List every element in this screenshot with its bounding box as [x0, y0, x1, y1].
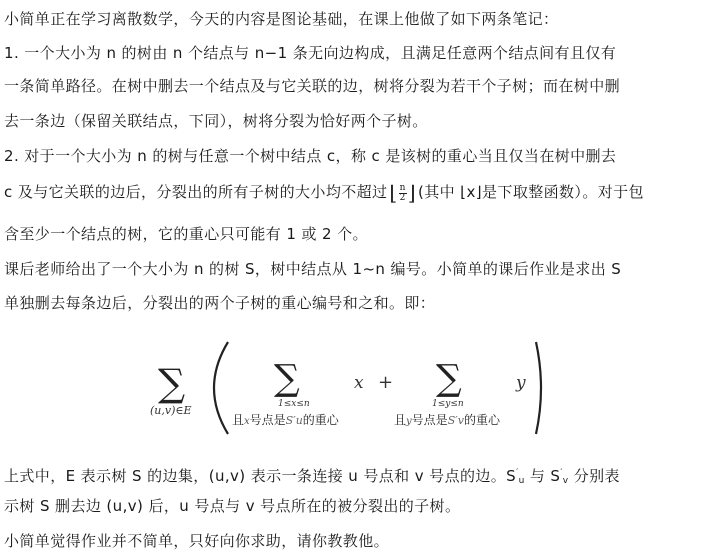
inner-sum1-index: 1≤x≤n: [278, 399, 310, 409]
left-paren: [214, 342, 228, 434]
note2-line2-text-b: (其中 ⌊x⌋是下取整函数）。对于包: [418, 183, 644, 201]
outer-sum-symbol: ∑: [158, 361, 186, 405]
floor-numerator: n: [399, 182, 406, 193]
floor-fraction: ⌊ $\frac{n}{2}$ ⌋: [389, 181, 417, 205]
inner-sum1-condition: 且x号点是S′u的重心: [232, 413, 339, 427]
right-paren: [536, 342, 541, 434]
inner-sum2-index: 1≤y≤n: [432, 399, 464, 409]
summation-formula: [148, 338, 548, 438]
explain-line2: 示树 S 删去边 (u,v) 后，u 号点与 v 号点所在的被分裂出的子树。: [4, 497, 461, 515]
note2-line3: 含至少一个结点的树，它的重心只可能有 1 或 2 个。: [4, 225, 368, 243]
subscript-u: u: [518, 476, 525, 486]
note2-line2: [4, 182, 644, 203]
closing-line: 小简单觉得作业并不简单，只好向你求助，请你教教他。: [4, 532, 390, 550]
inner-sum1-term: x: [354, 373, 364, 393]
inner-sum1-symbol: ∑: [274, 358, 300, 399]
task-line2: 单独删去每条边后，分裂出的两个子树的重心编号和之和。即：: [4, 294, 436, 312]
explain-line1: 上式中，E 表示树 S 的边集，(u,v) 表示一条连接 u 号点和 v 号点的边。S′u 与 S′v 分别表: [4, 467, 620, 486]
note1-line1: 1. 一个大小为 n 的树由 n 个结点与 n−1 条无向边构成，且满足任意两个结点间有且仅有: [4, 44, 617, 62]
plus-sign: +: [378, 372, 394, 393]
note1-line2: 一条简单路径。在树中删去一个结点及与它关联的边，树将分裂为若干个子树；而在树中删: [4, 77, 621, 95]
inner-sum2-term: y: [516, 373, 526, 393]
inner-sum2-condition: 且y号点是S′v的重心: [394, 413, 500, 427]
subscript-v: v: [562, 476, 569, 486]
note2-line2-text-a: c 及与它关联的边后，分裂出的所有子树的大小均不超过: [4, 183, 388, 201]
outer-sum-index: (u,v)∈E: [150, 404, 192, 417]
inner-sum2-symbol: ∑: [436, 358, 462, 399]
intro-line: 小简单正在学习离散数学，今天的内容是图论基础，在课上他做了如下两条笔记：: [4, 10, 559, 28]
note1-line3: 去一条边（保留关联结点，下同），树将分裂为恰好两个子树。: [4, 112, 428, 130]
task-line1: 课后老师给出了一个大小为 n 的树 S，树中结点从 1~n 编号。小简单的课后作业是求出 S: [4, 260, 622, 278]
floor-denominator: 2: [399, 192, 406, 203]
note2-line1: 2. 对于一个大小为 n 的树与任意一个树中结点 c，称 c 是该树的重心当且仅当在树中删去: [4, 147, 617, 165]
